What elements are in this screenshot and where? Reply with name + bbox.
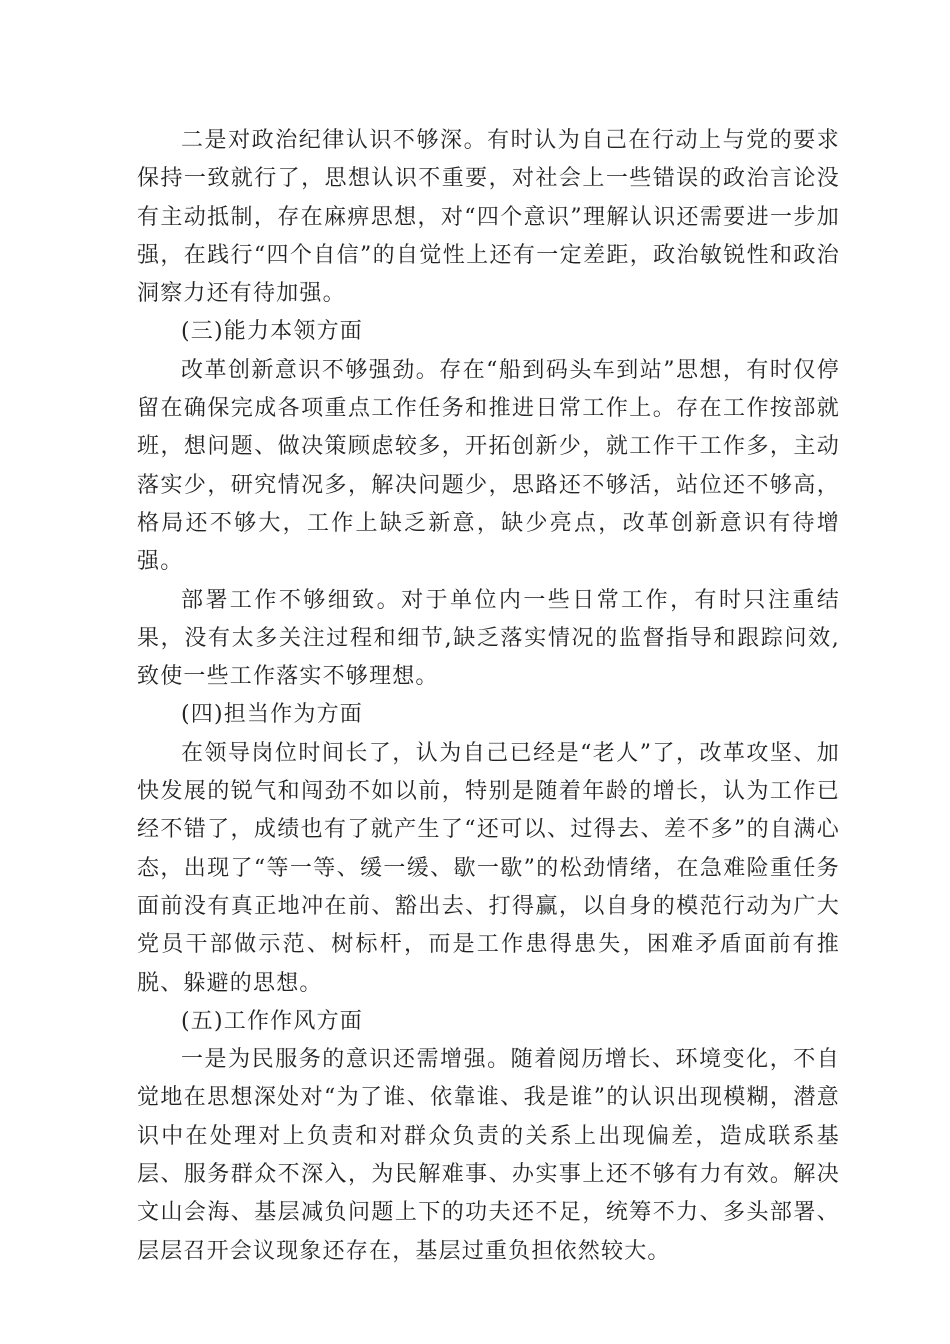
para-work-deployment: 部署工作不够细致。对于单位内一些日常工作，有时只注重结果，没有太多关注过程和细节,缺乏落实情况的监督指导和跟踪问效,致使一些工作落实不够理想。 xyxy=(137,587,840,690)
heading-ability: (三)能力本领方面 xyxy=(181,319,363,345)
para-reform-innovation: 改革创新意识不够强劲。存在“船到码头车到站”思想，有时仅停留在确保完成各项重点工作任务和推进日常工作上。存在工作按部就班，想问题、做决策顾虑较多，开拓创新少，就工作干工作多，主动落实少，研究情况多，解决问题少，思路还不够活，站位还不够高，格局还不够大，工作上缺乏新意，缺少亮点，改革创新意识有待增强。 xyxy=(137,357,840,575)
heading-responsibility: (四)担当作为方面 xyxy=(181,702,363,728)
para-leadership-complacency: 在领导岗位时间长了，认为自己已经是“老人”了，改革攻坚、加快发展的锐气和闯劲不如以前，特别是随着年龄的增长，认为工作已经不错了，成绩也有了就产生了“还可以、过得去、差不多”的自满心态，出现了“等一等、缓一缓、歇一歇”的松劲情绪，在急难险重任务面前没有真正地冲在前、豁出去、打得赢，以自身的模范行动为广大党员干部做示范、树标杆，而是工作患得患失，困难矛盾面前有推脱、躲避的思想。 xyxy=(137,740,840,996)
heading-work-style: (五)工作作风方面 xyxy=(181,1008,363,1034)
para-serve-people: 一是为民服务的意识还需增强。随着阅历增长、环境变化，不自觉地在思想深处对“为了谁、依靠谁、我是谁”的认识出现模糊，潜意识中在处理对上负责和对群众负责的关系上出现偏差，造成联系基层、服务群众不深入，为民解难事、办实事上还不够有力有效。解决文山会海、基层减负问题上下的功夫还不足，统筹不力、多头部署、层层召开会议现象还存在，基层过重负担依然较大。 xyxy=(137,1047,840,1264)
para-political-discipline: 二是对政治纪律认识不够深。有时认为自己在行动上与党的要求保持一致就行了，思想认识不重要，对社会上一些错误的政治言论没有主动抵制，存在麻痹思想，对“四个意识”理解认识还需要进一步加强，在践行“四个自信”的自觉性上还有一定差距，政治敏锐性和政治洞察力还有待加强。 xyxy=(137,128,840,307)
document-page xyxy=(137,122,840,1271)
